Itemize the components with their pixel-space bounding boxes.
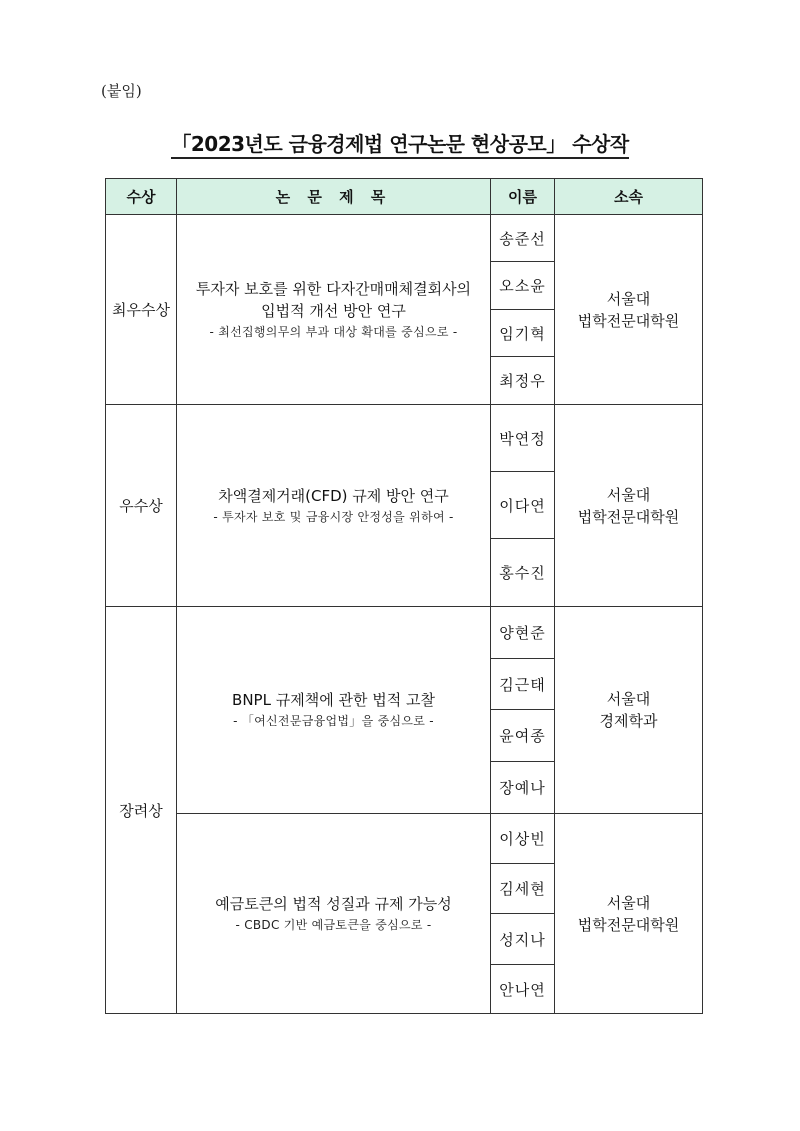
name-cell: 양현준 [491, 607, 555, 659]
affiliation-cell [555, 405, 703, 607]
name-cell: 홍수진 [491, 539, 555, 607]
paper-subtitle: - CBDC 기반 예금토큰을 중심으로 - [235, 917, 432, 932]
name-cell: 최정우 [491, 357, 555, 405]
name-cell: 임기혁 [491, 310, 555, 357]
affiliation-cell [555, 814, 703, 1014]
awards-table [105, 178, 703, 1014]
award-cell: 장려상 [106, 607, 177, 1014]
affiliation-line: 법학전문대학원 [577, 311, 680, 330]
affiliation-line: 법학전문대학원 [577, 507, 680, 526]
affiliation-cell [555, 607, 703, 814]
table-row [106, 405, 703, 472]
paper-title-line: 예금토큰의 법적 성질과 규제 가능성 [215, 894, 452, 913]
name-cell: 안나연 [491, 965, 555, 1014]
table-row [106, 607, 703, 659]
name-cell: 윤여종 [491, 710, 555, 762]
name-cell: 이다연 [491, 472, 555, 539]
paper-title-cell [177, 607, 491, 814]
paper-subtitle: - 투자자 보호 및 금융시장 안정성을 위하여 - [213, 509, 454, 524]
name-cell: 장예나 [491, 762, 555, 814]
paper-title-cell [177, 215, 491, 405]
award-cell: 우수상 [106, 405, 177, 607]
paper-title-cell [177, 405, 491, 607]
name-cell: 오소윤 [491, 262, 555, 310]
name-cell: 이상빈 [491, 814, 555, 864]
table-row [106, 215, 703, 262]
affiliation-line: 서울대 [606, 485, 651, 504]
name-cell: 김세현 [491, 864, 555, 914]
award-cell: 최우수상 [106, 215, 177, 405]
header-name: 이름 [491, 179, 555, 215]
paper-subtitle: - 「여신전문금융업법」을 중심으로 - [233, 714, 434, 728]
paper-title-cell [177, 814, 491, 1014]
attachment-label: (붙임) [101, 82, 142, 100]
header-paper-title: 논 문 제 목 [177, 179, 491, 215]
affiliation-cell [555, 215, 703, 405]
affiliation-line: 서울대 [606, 690, 651, 708]
table-header-row [106, 179, 703, 215]
affiliation-line: 서울대 [606, 893, 651, 912]
paper-subtitle: - 최선집행의무의 부과 대상 확대를 중심으로 - [209, 324, 458, 339]
paper-title-line: 입법적 개선 방안 연구 [261, 301, 406, 320]
paper-title-line: BNPL 규제책에 관한 법적 고찰 [232, 691, 435, 709]
name-cell: 김근태 [491, 659, 555, 710]
page-title-text: 「2023년도 금융경제법 연구논문 현상공모」 수상작 [171, 132, 628, 159]
table-row [106, 814, 703, 864]
header-affiliation: 소속 [555, 179, 703, 215]
name-cell: 송준선 [491, 215, 555, 262]
name-cell: 박연정 [491, 405, 555, 472]
header-award: 수상 [106, 179, 177, 215]
affiliation-line: 서울대 [606, 289, 651, 308]
paper-title-line: 차액결제거래(CFD) 규제 방안 연구 [218, 486, 449, 505]
page-title [0, 128, 800, 157]
paper-title-line: 투자자 보호를 위한 다자간매매체결회사의 [195, 279, 472, 298]
affiliation-line: 경제학과 [599, 712, 658, 730]
affiliation-line: 법학전문대학원 [577, 915, 680, 934]
name-cell: 성지나 [491, 914, 555, 965]
